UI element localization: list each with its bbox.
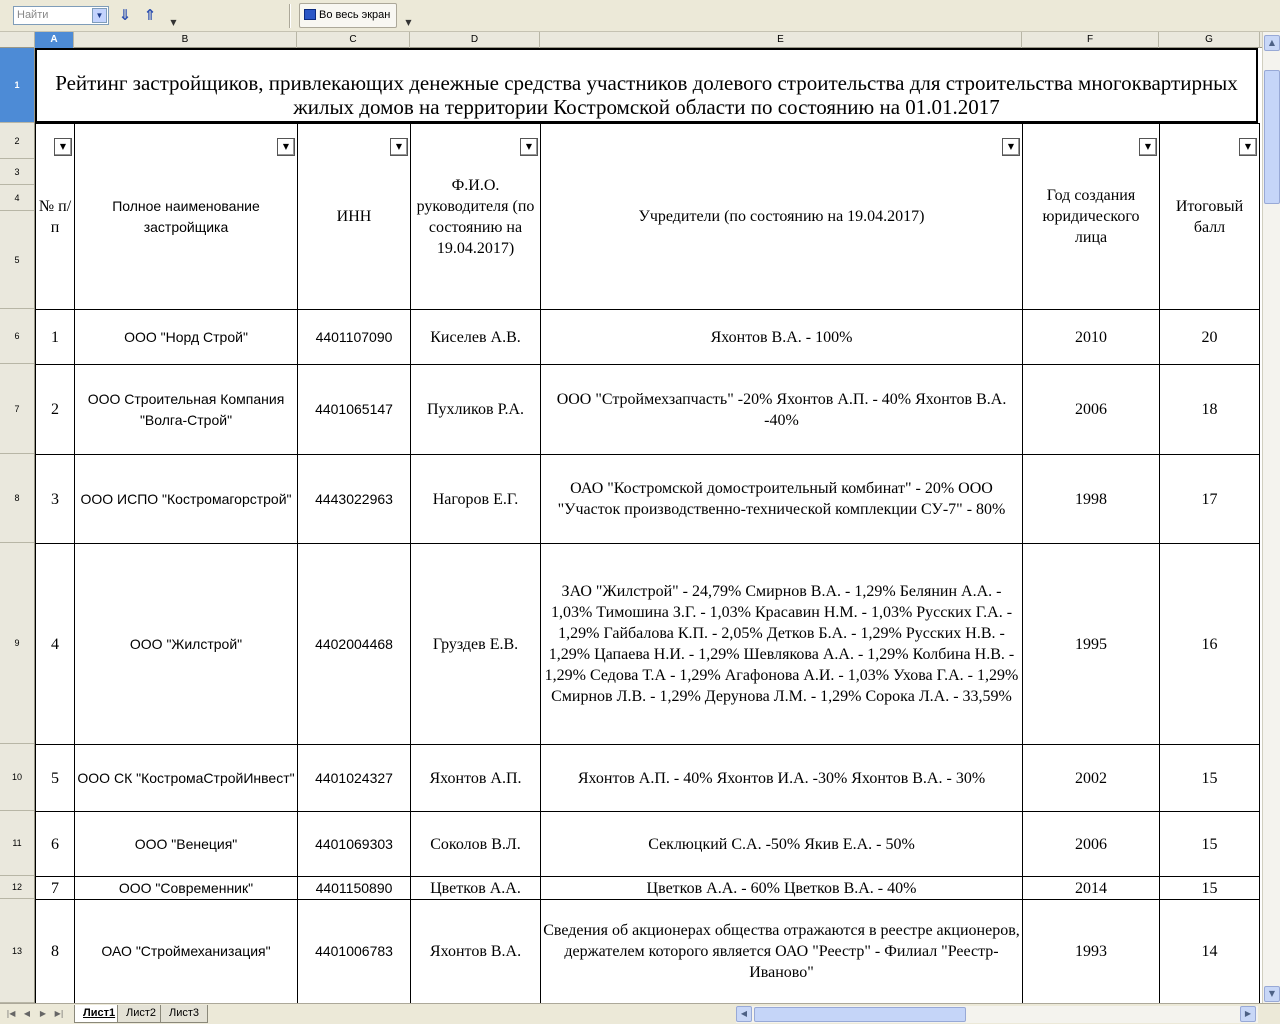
cell-num[interactable]: 6 xyxy=(36,812,75,877)
header-name-label: Полное наименование застройщика xyxy=(112,197,260,235)
header-head[interactable] xyxy=(411,124,541,310)
cell-score[interactable]: 16 xyxy=(1160,544,1260,745)
cell-year[interactable]: 2006 xyxy=(1023,365,1160,455)
sheet-tab-1[interactable]: Лист1 xyxy=(74,1005,124,1023)
toolbar xyxy=(0,0,1280,32)
cell-year[interactable]: 1993 xyxy=(1023,900,1160,1004)
find-input[interactable]: Найти xyxy=(17,9,49,21)
cell-year[interactable]: 2014 xyxy=(1023,877,1160,900)
filter-dropdown-icon[interactable]: ▼ xyxy=(277,138,295,156)
cell-score[interactable]: 15 xyxy=(1160,745,1260,812)
row-header-13[interactable]: 13 xyxy=(0,899,34,1003)
cell-num[interactable]: 3 xyxy=(36,455,75,544)
table-row xyxy=(36,812,1260,877)
vertical-scroll-thumb[interactable] xyxy=(1264,70,1280,204)
cell-num[interactable]: 8 xyxy=(36,900,75,1004)
table-row xyxy=(36,544,1260,745)
cell-num[interactable]: 2 xyxy=(36,365,75,455)
table-row xyxy=(36,310,1260,365)
cell-founders[interactable]: Секлюцкий С.А. -50% Якив Е.А. - 50% xyxy=(541,812,1023,877)
cell-inn[interactable]: 4401024327 xyxy=(298,745,411,812)
toolbar-separator xyxy=(289,4,291,28)
cell-founders[interactable]: Яхонтов А.П. - 40% Яхонтов И.А. -30% Яхонтов В.А. - 30% xyxy=(541,745,1023,812)
cell-head[interactable]: Цветков А.А. xyxy=(411,877,541,900)
cell-inn[interactable]: 4401006783 xyxy=(298,900,411,1004)
rating-table xyxy=(35,123,1260,1003)
table-row xyxy=(36,900,1260,1004)
cell-founders[interactable]: Сведения об акционерах общества отражаются в реестре акционеров, держателем которого является ОАО "Реестр" - Филиал "Реестр-Иваново" xyxy=(541,900,1023,1004)
cell-inn[interactable]: 4401150890 xyxy=(298,877,411,900)
cell-inn[interactable]: 4401065147 xyxy=(298,365,411,455)
table-row xyxy=(36,455,1260,544)
cell-head[interactable]: Груздев Е.В. xyxy=(411,544,541,745)
cell-num[interactable]: 1 xyxy=(36,310,75,365)
cell-head[interactable]: Пухликов Р.А. xyxy=(411,365,541,455)
column-header-e[interactable]: E xyxy=(540,32,1022,48)
header-inn-label: ИНН xyxy=(336,208,372,225)
cell-name[interactable]: ООО ИСПО "Костромагорстрой" xyxy=(75,455,298,544)
cell-head[interactable]: Киселев А.В. xyxy=(411,310,541,365)
column-header-d[interactable]: D xyxy=(410,32,540,48)
next-sheet-icon[interactable]: ▶ xyxy=(39,1009,47,1018)
first-sheet-icon[interactable]: |◀ xyxy=(6,1009,16,1018)
column-header-a[interactable]: A xyxy=(35,32,74,48)
header-year[interactable] xyxy=(1023,124,1160,310)
cell-founders[interactable]: ЗАО "Жилстрой" - 24,79% Смирнов В.А. - 1,29% Белянин А.А. - 1,03% Тимошина З.Г. - 1,03% Красавин Н.М. - 1,03% Русских Г.А. - 1,29% Гайбалова К.П. - 2,05% Детков Б.А. - 1,29% Русских Н.В. - 1,29% Цапаева Н.И. - 1,29% Шевлякова А.А. - 1,29% Колбина Н.В. - 1,29% Седова Т.А - 1,29% Агафонова А.И. - 1,03% Ухова Г.А. - 1,29% Смирнов Л.В. - 1,29% Дерунова Л.М. - 1,29% Сорока Л.А. - 33,59% xyxy=(541,544,1023,745)
filter-dropdown-icon[interactable]: ▼ xyxy=(1002,138,1020,156)
scroll-right-icon[interactable]: ▶ xyxy=(1240,1006,1256,1022)
cell-name[interactable]: ОАО "Строймеханизация" xyxy=(75,900,298,1004)
fullscreen-button[interactable] xyxy=(299,3,397,28)
filter-dropdown-icon[interactable]: ▼ xyxy=(520,138,538,156)
header-score-label: Итоговый балл xyxy=(1175,197,1244,236)
cell-name[interactable]: ООО "Норд Строй" xyxy=(75,310,298,365)
cell-name[interactable]: ООО "Венеция" xyxy=(75,812,298,877)
cell-score[interactable]: 17 xyxy=(1160,455,1260,544)
row-header-3[interactable]: 3 xyxy=(0,159,34,185)
filter-dropdown-icon[interactable]: ▼ xyxy=(390,138,408,156)
column-header-bar xyxy=(0,32,1262,48)
cell-year[interactable]: 1995 xyxy=(1023,544,1160,745)
cell-head[interactable]: Нагоров Е.Г. xyxy=(411,455,541,544)
row-header-8[interactable]: 8 xyxy=(0,454,34,543)
cell-num[interactable]: 5 xyxy=(36,745,75,812)
sheet-title-cell[interactable]: Рейтинг застройщиков, привлекающих денежные средства участников долевого строительства для строительства многоквартирных жилых домов на территории Костромской области по состоянию на 01.01.2017 xyxy=(35,48,1258,123)
cell-score[interactable]: 14 xyxy=(1160,900,1260,1004)
cell-name[interactable]: ООО СК "КостромаСтройИнвест" xyxy=(75,745,298,812)
filter-dropdown-icon[interactable]: ▼ xyxy=(1139,138,1157,156)
scroll-up-icon[interactable]: ▲ xyxy=(1264,35,1280,51)
cell-head[interactable]: Яхонтов А.П. xyxy=(411,745,541,812)
horizontal-scrollbar[interactable] xyxy=(736,1006,1258,1023)
cell-name[interactable]: ООО "Современник" xyxy=(75,877,298,900)
cell-inn[interactable]: 4401069303 xyxy=(298,812,411,877)
header-num[interactable] xyxy=(36,124,75,310)
cell-year[interactable]: 1998 xyxy=(1023,455,1160,544)
column-header-g[interactable]: G xyxy=(1159,32,1260,48)
filter-dropdown-icon[interactable]: ▼ xyxy=(1239,138,1257,156)
scroll-down-icon[interactable]: ▼ xyxy=(1264,986,1280,1002)
cell-inn[interactable]: 4401107090 xyxy=(298,310,411,365)
table-row xyxy=(36,365,1260,455)
cell-inn[interactable]: 4402004468 xyxy=(298,544,411,745)
find-previous-icon[interactable]: ⇑ xyxy=(143,6,157,24)
scroll-left-icon[interactable]: ◀ xyxy=(736,1006,752,1022)
row-header-11[interactable]: 11 xyxy=(0,811,34,876)
spreadsheet-grid[interactable] xyxy=(35,48,1262,1003)
find-combobox[interactable] xyxy=(13,6,109,25)
fullscreen-icon xyxy=(304,9,316,20)
previous-sheet-icon[interactable]: ◀ xyxy=(23,1009,31,1018)
fullscreen-label: Во весь экран xyxy=(319,9,391,21)
toolbar-overflow-icon-2[interactable]: ▼ xyxy=(405,18,412,27)
cell-score[interactable]: 15 xyxy=(1160,877,1260,900)
row-header-10[interactable]: 10 xyxy=(0,744,34,811)
row-header-bar xyxy=(0,48,35,1003)
row-header-6[interactable]: 6 xyxy=(0,309,34,364)
cell-founders[interactable]: Цветков А.А. - 60% Цветков В.А. - 40% xyxy=(541,877,1023,900)
header-founders-label: Учредители (по состоянию на 19.04.2017) xyxy=(638,208,925,225)
cell-founders[interactable]: ОАО "Костромской домостроительный комбинат" - 20% ООО "Участок производственно-технической комплекции СУ-7" - 80% xyxy=(541,455,1023,544)
row-header-4[interactable]: 4 xyxy=(0,185,34,211)
sheet-tab-bar xyxy=(0,1003,1280,1024)
column-header-c[interactable]: C xyxy=(297,32,410,48)
cell-name[interactable]: ООО Строительная Компания "Волга-Строй" xyxy=(75,365,298,455)
cell-head[interactable]: Соколов В.Л. xyxy=(411,812,541,877)
row-header-5[interactable]: 5 xyxy=(0,211,34,309)
cell-score[interactable]: 18 xyxy=(1160,365,1260,455)
row-header-2[interactable]: 2 xyxy=(0,123,34,159)
table-row xyxy=(36,877,1260,900)
filter-dropdown-icon[interactable]: ▼ xyxy=(54,138,72,156)
cell-year[interactable]: 2002 xyxy=(1023,745,1160,812)
find-next-icon[interactable]: ⇓ xyxy=(118,6,132,24)
cell-name[interactable]: ООО "Жилстрой" xyxy=(75,544,298,745)
cell-num[interactable]: 4 xyxy=(36,544,75,745)
header-score[interactable] xyxy=(1160,124,1260,310)
select-all-corner[interactable] xyxy=(0,32,35,48)
cell-founders[interactable]: ООО "Строймехзапчасть" -20% Яхонтов А.П. - 40% Яхонтов В.А. -40% xyxy=(541,365,1023,455)
column-header-b[interactable]: B xyxy=(74,32,297,48)
row-header-7[interactable]: 7 xyxy=(0,364,34,454)
cell-num[interactable]: 7 xyxy=(36,877,75,900)
header-year-label: Год создания юридического лица xyxy=(1042,187,1140,246)
header-inn[interactable] xyxy=(298,124,411,310)
toolbar-overflow-icon[interactable]: ▼ xyxy=(170,18,177,27)
column-header-f[interactable]: F xyxy=(1022,32,1159,48)
last-sheet-icon[interactable]: ▶| xyxy=(54,1009,64,1018)
cell-head[interactable]: Яхонтов В.А. xyxy=(411,900,541,1004)
cell-inn[interactable]: 4443022963 xyxy=(298,455,411,544)
cell-score[interactable]: 20 xyxy=(1160,310,1260,365)
cell-year[interactable]: 2010 xyxy=(1023,310,1160,365)
cell-year[interactable]: 2006 xyxy=(1023,812,1160,877)
sheet-tab-2[interactable]: Лист2 xyxy=(117,1005,165,1023)
header-founders[interactable] xyxy=(541,124,1023,310)
sheet-tab-3[interactable]: Лист3 xyxy=(160,1005,208,1023)
row-header-9[interactable]: 9 xyxy=(0,543,34,744)
table-header-row xyxy=(36,124,1260,310)
cell-founders[interactable]: Яхонтов В.А. - 100% xyxy=(541,310,1023,365)
vertical-scrollbar[interactable] xyxy=(1262,32,1280,1003)
header-num-label: № п/п xyxy=(38,197,72,236)
chevron-down-icon[interactable]: ▼ xyxy=(92,8,107,23)
row-header-12[interactable]: 12 xyxy=(0,876,34,899)
header-name[interactable] xyxy=(75,124,298,310)
table-row xyxy=(36,745,1260,812)
row-header-1[interactable]: 1 xyxy=(0,48,34,123)
cell-score[interactable]: 15 xyxy=(1160,812,1260,877)
horizontal-scroll-thumb[interactable] xyxy=(754,1007,966,1022)
header-head-label: Ф.И.О. руководителя (по состоянию на 19.04.2017) xyxy=(416,176,535,257)
